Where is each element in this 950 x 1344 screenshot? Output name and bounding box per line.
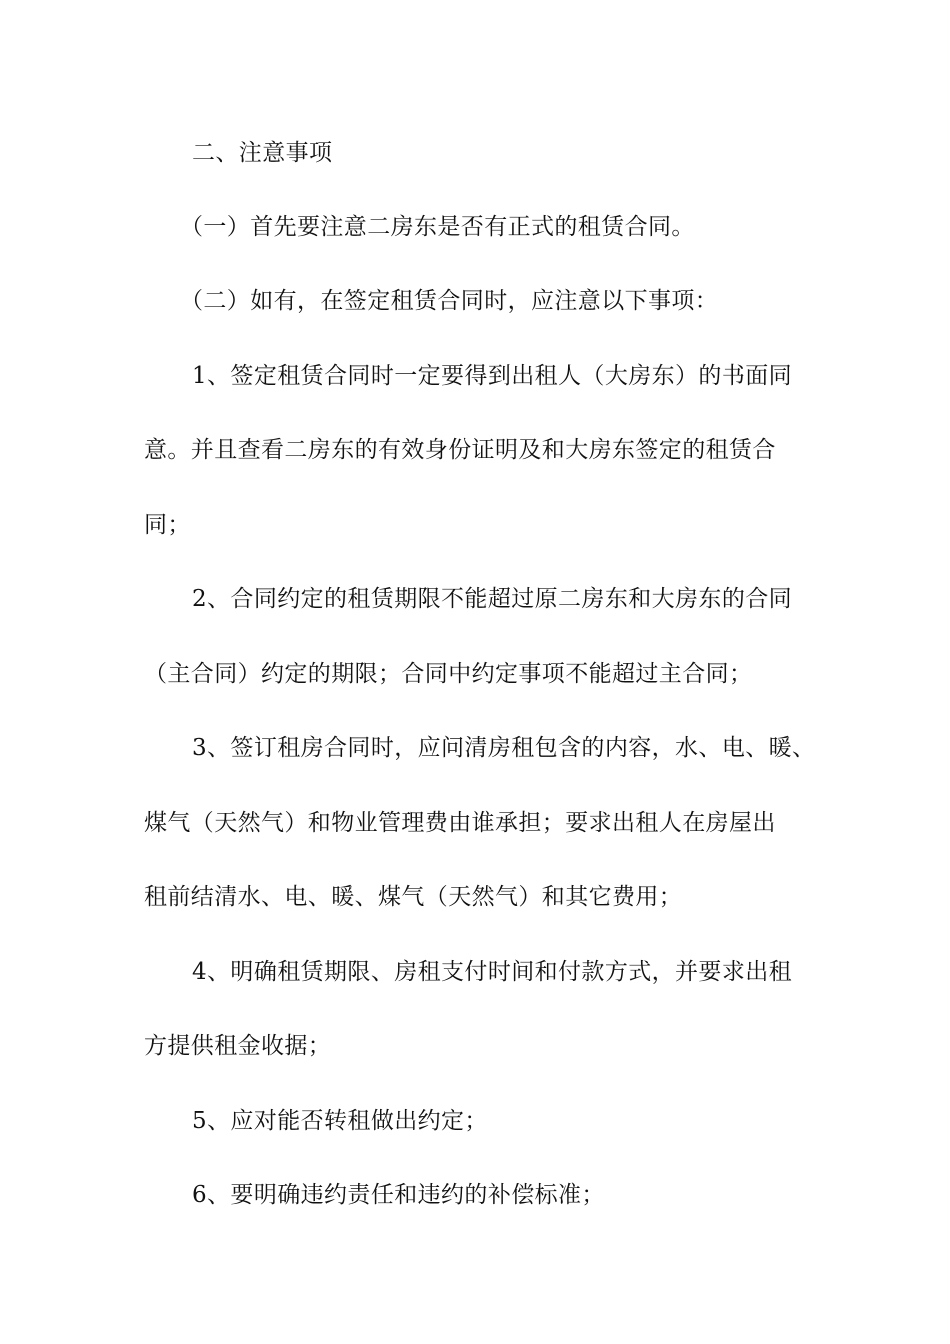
paragraph-line: 6、要明确违约责任和违约的补偿标准； — [192, 1182, 605, 1208]
paragraph-line: 方提供租金收据； — [144, 1033, 332, 1059]
paragraph-line: 4、明确租赁期限、房租支付时间和付款方式，并要求出租 — [192, 959, 793, 985]
paragraph-line: （二）如有，在签定租赁合同时，应注意以下事项： — [180, 288, 719, 314]
paragraph-line: 3、签订租房合同时，应问清房租包含的内容，水、电、暖、 — [192, 735, 816, 761]
paragraph-line: 5、应对能否转租做出约定； — [192, 1108, 488, 1134]
paragraph-line: 2、合同约定的租赁期限不能超过原二房东和大房东的合同 — [192, 586, 793, 612]
paragraph-line: 意。并且查看二房东的有效身份证明及和大房东签定的租赁合 — [144, 437, 776, 463]
paragraph-line: （一）首先要注意二房东是否有正式的租赁合同。 — [180, 214, 695, 240]
paragraph-line: 1、签定租赁合同时一定要得到出租人（大房东）的书面同 — [192, 363, 793, 389]
paragraph-line: 租前结清水、电、暖、煤气（天然气）和其它费用； — [144, 884, 683, 910]
paragraph-line: 同； — [144, 512, 191, 538]
paragraph-line: （主合同）约定的期限；合同中约定事项不能超过主合同； — [144, 661, 753, 687]
paragraph-line: 煤气（天然气）和物业管理费由谁承担；要求出租人在房屋出 — [144, 810, 776, 836]
section-heading: 二、注意事项 — [192, 140, 333, 166]
